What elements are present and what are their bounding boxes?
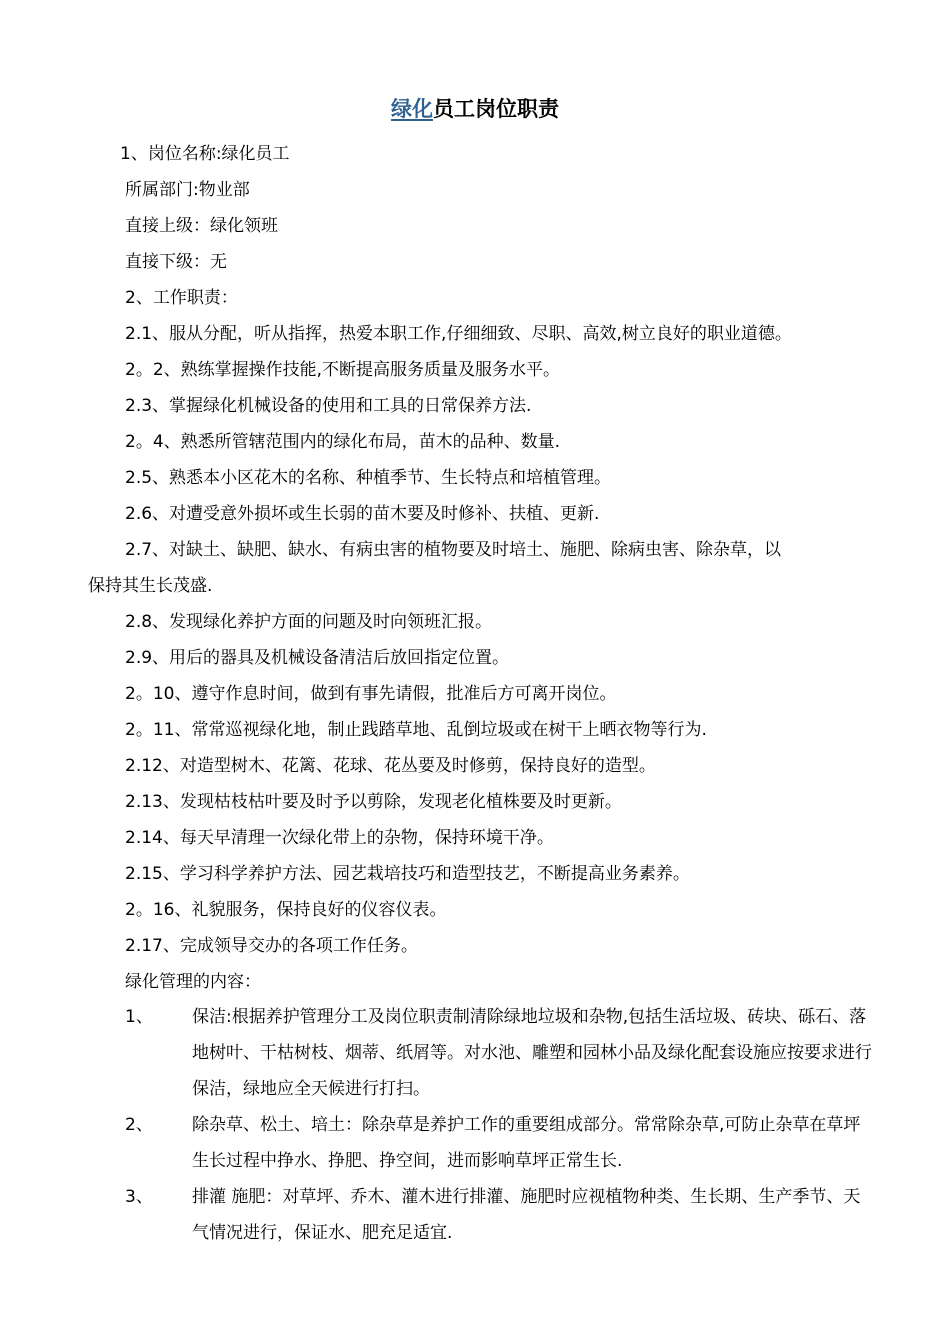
management-content-heading: 绿化管理的内容： — [125, 972, 261, 992]
duty-2-3: 2.3、掌握绿化机械设备的使用和工具的日常保养方法. — [125, 396, 532, 416]
duty-2-7-continued: 保持其生长茂盛. — [88, 576, 213, 596]
title-rest: 员工岗位职责 — [433, 97, 559, 121]
duty-2-10: 2。10、遵守作息时间，做到有事先请假，批准后方可离开岗位。 — [125, 684, 617, 704]
duty-2-14: 2.14、每天早清理一次绿化带上的杂物，保持环境干净。 — [125, 828, 554, 848]
duty-2-6: 2.6、对遭受意外损坏或生长弱的苗木要及时修补、扶植、更新. — [125, 504, 600, 524]
duty-2-5: 2.5、熟悉本小区花木的名称、种植季节、生长特点和培植管理。 — [125, 468, 612, 488]
title-highlight-link[interactable]: 绿化 — [391, 97, 433, 121]
duty-2-2: 2。2、熟练掌握操作技能,不断提高服务质量及服务水平。 — [125, 360, 561, 380]
management-item-number: 1、 — [125, 1007, 153, 1027]
management-item-number: 3、 — [125, 1187, 153, 1207]
duty-2-15: 2.15、学习科学养护方法、园艺栽培技巧和造型技艺，不断提高业务素养。 — [125, 864, 690, 884]
management-item-text: 排灌 施肥：对草坪、乔木、灌木进行排灌、施肥时应视植物种类、生长期、生产季节、天气情况进行，保证水、肥充足适宜. — [192, 1187, 861, 1243]
duty-2-7: 2.7、对缺土、缺肥、缺水、有病虫害的植物要及时培土、施肥、除病虫害、除杂草，以 — [125, 540, 782, 560]
duty-2-13: 2.13、发现枯枝枯叶要及时予以剪除，发现老化植株要及时更新。 — [125, 792, 622, 812]
position-name-line: 1、岗位名称:绿化员工 — [120, 144, 290, 164]
duty-2-12: 2.12、对造型树木、花篱、花球、花丛要及时修剪，保持良好的造型。 — [125, 756, 656, 776]
management-item-text: 保洁:根据养护管理分工及岗位职责制清除绿地垃圾和杂物,包括生活垃圾、砖块、砾石、落地树叶、干枯树枝、烟蒂、纸屑等。对水池、雕塑和园林小品及绿化配套设施应按要求进行保洁，绿地应全天候进行打扫。 — [192, 1007, 872, 1099]
duty-2-17: 2.17、完成领导交办的各项工作任务。 — [125, 936, 418, 956]
department-line: 所属部门:物业部 — [125, 180, 250, 200]
duties-heading: 2、工作职责： — [125, 288, 238, 308]
duty-2-4: 2。4、熟悉所管辖范围内的绿化布局，苗木的品种、数量. — [125, 432, 561, 452]
direct-subordinate-line: 直接下级：无 — [125, 252, 227, 272]
duty-2-11: 2。11、常常巡视绿化地，制止践踏草地、乱倒垃圾或在树干上晒衣物等行为. — [125, 720, 707, 740]
duty-2-9: 2.9、用后的器具及机械设备清洁后放回指定位置。 — [125, 648, 510, 668]
duty-2-1: 2.1、服从分配，听从指挥，热爱本职工作,仔细细致、尽职、高效,树立良好的职业道德。 — [125, 324, 792, 344]
duty-2-16: 2。16、礼貌服务，保持良好的仪容仪表。 — [125, 900, 447, 920]
duty-2-8: 2.8、发现绿化养护方面的问题及时向领班汇报。 — [125, 612, 493, 632]
document-title — [0, 93, 950, 125]
management-item-number: 2、 — [125, 1115, 153, 1135]
direct-superior-line: 直接上级：绿化领班 — [125, 216, 278, 236]
management-item-text: 除杂草、松土、培土：除杂草是养护工作的重要组成部分。常常除杂草,可防止杂草在草坪生长过程中挣水、挣肥、挣空间，进而影响草坪正常生长. — [192, 1115, 861, 1171]
